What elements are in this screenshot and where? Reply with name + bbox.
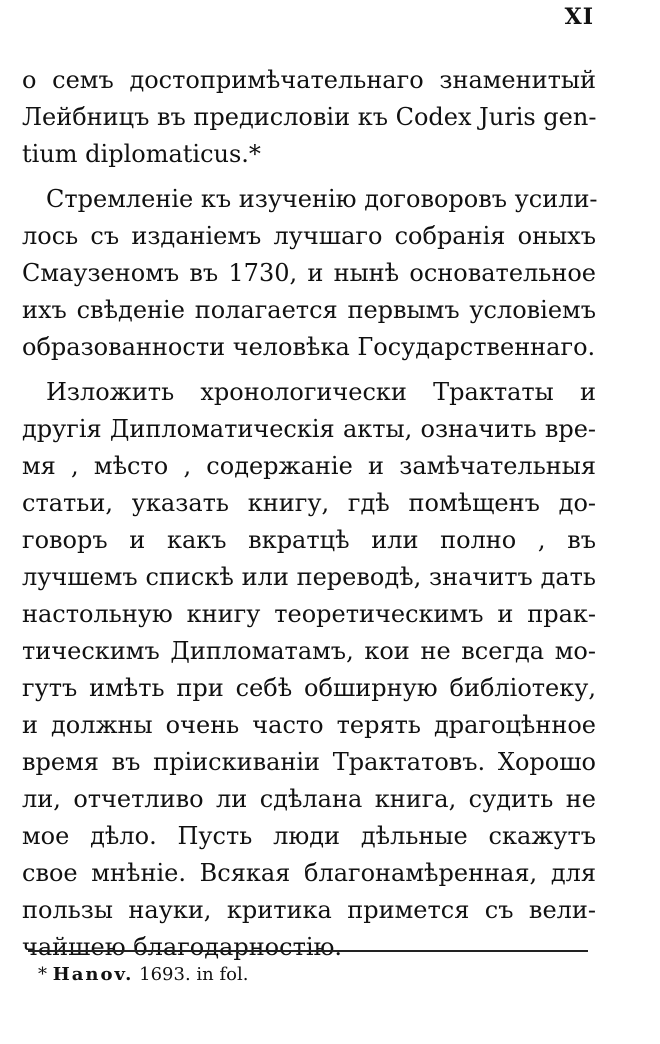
footnote [38, 964, 248, 985]
text-line: ли, отчетливо ли сдѣлана книга, судить не [22, 785, 596, 813]
text-line: настольную книгу теоретическимъ и прак- [22, 600, 596, 628]
footnote-marker: * [38, 964, 47, 985]
text-line: tium diplomaticus.* [22, 140, 261, 168]
text-line: образованности человѣка Государственнаго. [22, 333, 596, 361]
text-line: Лейбницъ въ предисловіи къ Codex Juris gen- [22, 103, 597, 131]
text-line: гутъ имѣть при себѣ обширную библіотеку, [22, 674, 596, 702]
text-line: другія Дипломатическія акты, означить вре- [22, 415, 596, 443]
text-line: Изложить хронологически Трактаты и [46, 378, 596, 406]
page-number: XI [564, 4, 594, 30]
text-line: говоръ и какъ вкратцѣ или полно , въ [22, 526, 596, 554]
text-line: мя , мѣсто , содержаніе и замѣчательныя [22, 452, 596, 480]
footnote-place: Hanov. [52, 964, 134, 985]
text-line: время въ прiискиваніи Трактатовъ. Хорошо [22, 748, 596, 776]
text-line: статьи, указать книгу, гдѣ помѣщенъ до- [22, 489, 596, 517]
text-line: пользы науки, критика примется съ вели- [22, 896, 596, 924]
footnote-divider [28, 950, 588, 952]
footnote-year-format: 1693. in fol. [139, 964, 249, 985]
text-line: Стремленіе къ изученію договоровъ усили- [46, 185, 598, 213]
text-line: и должны очень часто терять драгоцѣнное [22, 711, 596, 739]
text-line: Смаузеномъ въ 1730, и нынѣ основательное [22, 259, 596, 287]
text-line: ихъ свѣденіе полагается первымъ условіемъ [22, 296, 596, 324]
text-line: чайшею благодарностію. [22, 933, 343, 961]
text-line: тическимъ Дипломатамъ, кои не всегда мо- [22, 637, 596, 665]
text-line: лось съ изданіемъ лучшаго собранія оныхъ [22, 222, 596, 250]
text-line: лучшемъ спискѣ или переводѣ, значитъ дать [22, 563, 596, 591]
body-text [22, 62, 596, 966]
text-line: свое мнѣніе. Всякая благонамѣренная, для [22, 859, 596, 887]
text-line: мое дѣло. Пусть люди дѣльные скажутъ [22, 822, 596, 850]
text-line: о семъ достопримѣчательнаго знаменитый [22, 66, 596, 94]
